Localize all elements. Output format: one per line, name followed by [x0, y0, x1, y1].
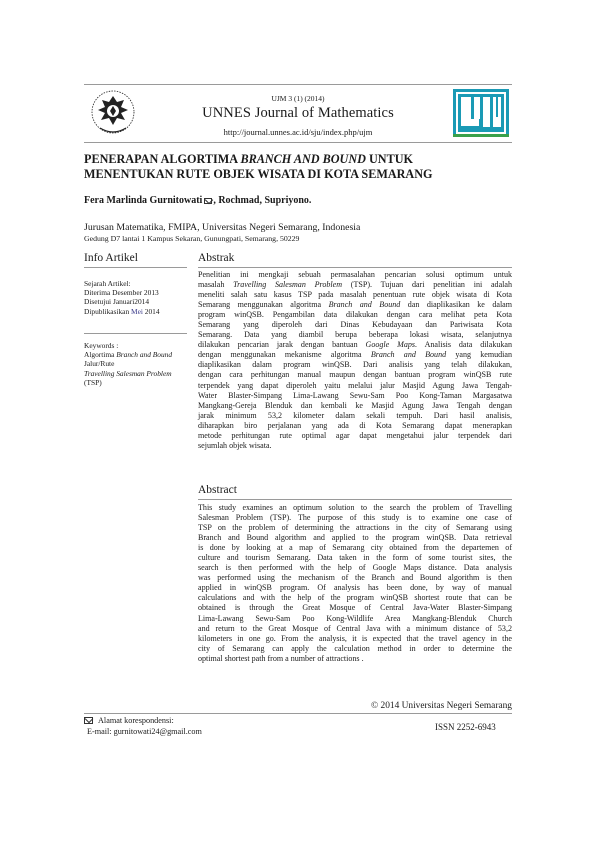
info-rule-2: [84, 333, 187, 334]
abstract-line: TSP on the problem of determining the attractions in the city of Semarang using: [198, 523, 512, 533]
received-date: Diterima Desember 2013: [84, 288, 159, 298]
copyright-rule: [84, 713, 512, 714]
title-italic: BRANCH AND BOUND: [240, 152, 366, 166]
keyword-1: [84, 350, 189, 359]
correspondence-label: Alamat korespondensi:: [98, 716, 174, 725]
article-history: [84, 279, 189, 316]
history-label: Sejarah Artikel:: [84, 279, 131, 288]
abstract-line: Salesman Problem (TSP). The purpose of this study is to examine one case of: [198, 513, 512, 523]
published-year: 2014: [142, 306, 160, 316]
affiliation: Jurusan Matematika, FMIPA, Universitas Negeri Semarang, Indonesia: [84, 222, 361, 233]
correspondence-label-row: [84, 716, 344, 727]
kw3-italic: Travelling Salesman Problem: [84, 368, 172, 378]
abstrak-line: diharapkan biro perjalanan yang ada di Kota Semarang dapat menerapkan: [198, 420, 512, 430]
abstrak-line: Semarang yang diperoleh dari Dinas Kebudayaan dan Pariwisata Kota: [198, 320, 512, 330]
abstrak-italic: Branch and Bound: [370, 350, 447, 360]
abstract-line: kilometers in one go. From the analysis, it is expected that the travel agency in the: [198, 633, 512, 643]
info-heading: Info Artikel: [84, 252, 138, 264]
correspondence-email[interactable]: E-mail: gurnitowati24@gmail.com: [87, 726, 202, 736]
abstract-line: and return to the Great Mosque of Central Java with a minimum distance of 53,2: [198, 623, 512, 633]
abstract-line: is done by looking at a map of Semarang city obtained from the departemen of: [198, 543, 512, 553]
journal-url[interactable]: http://journal.unnes.ac.id/sju/index.php/ujm: [223, 127, 373, 137]
abstrak-line: dengan cara perhitungan manual maupun dengan bantuan program winQSB rute: [198, 370, 512, 380]
abstrak-line: Water Blaster-Simpang Lima-Lawang Sewu-Sam Poo Kong-Taman Margasatwa: [198, 390, 512, 400]
abstrak-heading: Abstrak: [198, 252, 235, 264]
abstrak-line: jarak minimum 53,2 kilometer dalam sekali tempuh. Dari hasil analisis,: [198, 410, 512, 420]
abstrak-line: [198, 280, 512, 290]
abstrak-text: dengan menggunakan mekanisme algoritma: [198, 350, 371, 360]
abstract-heading: Abstract: [198, 484, 237, 496]
abstrak-italic: Branch and Bound: [328, 300, 401, 310]
top-rule: [84, 84, 512, 85]
article-title: [84, 152, 524, 181]
abstract-line: was performed using the mechanism of the Branch and Bound algorithm is then: [198, 573, 512, 583]
abstrak-rule: [198, 267, 512, 268]
abstrak-text: masalah: [198, 280, 234, 290]
abstrak-line: terpendek yang dapat diperoleh yaitu melalui jalur Masjid Agung Jawa Tengah-: [198, 380, 512, 390]
abstrak-text: dilakukan pencarian jarak dengan bantuan: [198, 340, 366, 350]
envelope-icon: [84, 717, 93, 724]
kw1-text: Algortima: [84, 350, 117, 360]
abstrak-text: Analisis data dilakukan: [417, 340, 512, 350]
title-line-2: MENENTUKAN RUTE OBJEK WISATA DI KOTA SEMARANG: [84, 166, 433, 181]
issn: ISSN 2252-6943: [435, 722, 496, 732]
first-author: Fera Marlinda Gurnitowati: [84, 195, 203, 206]
abstract-line: applied in winQSB program. Of analysis has been done, by way of manual: [198, 583, 512, 593]
keywords-label: Keywords :: [84, 341, 119, 350]
masthead-rule: [84, 142, 512, 143]
abstrak-line: diaplikasikan dalam program winQSB. Dari analisis yang telah dilakukan,: [198, 360, 512, 370]
keyword-4: (TSP): [84, 377, 102, 387]
copyright: © 2014 Universitas Negeri Semarang: [371, 701, 512, 711]
abstrak-line: Semarang. Data yang diambil berupa beberapa lokasi wisata, selanjutnya: [198, 330, 512, 340]
abstract-line: culture and tourism Semarang. Data taken in the form of some tourist sites, the: [198, 553, 512, 563]
abstrak-line: [198, 350, 512, 360]
approved-date: Disetujui Januari2014: [84, 297, 150, 307]
abstrak-italic: Google Maps.: [365, 340, 418, 350]
abstract-line: optimal shortest path from a number of attractions .: [198, 653, 364, 663]
published-month: Mei: [131, 306, 143, 316]
abstrak-text: Semarang menggunakan algoritma: [198, 300, 329, 310]
journal-volume: UJM 3 (1) (2014): [271, 94, 325, 103]
university-seal-icon: [88, 88, 138, 138]
abstrak-line: meneliti salah satu kasus TSP pada masalah penentuan rute objek wisata di Kota: [198, 290, 512, 300]
authors: [84, 195, 524, 206]
correspondence: [84, 716, 344, 737]
abstract-line: city of Semarang can apply the calculation method in order to determine the: [198, 643, 512, 653]
abstract-line: calculations and with the help of the program winQSB shortest route that can be: [198, 593, 512, 603]
abstract-line: search is then performed with the help of Google Maps distance. Data analysis: [198, 563, 512, 573]
published-date: [84, 307, 189, 316]
abstract-line: This study examines an optimum solution to the search the problem of Travelling: [198, 503, 512, 512]
kw1-italic: Branch and Bound: [116, 350, 173, 360]
abstrak-line: metode perhitungan rute optimal agar dapat mengetahui jalur terpendek dari: [198, 430, 512, 440]
keyword-3: [84, 369, 189, 378]
abstrak-body: [198, 270, 512, 451]
abstrak-text: (TSP). Tujuan dari penelitian ini adalah: [342, 280, 512, 290]
abstrak-line: Mangkang-Gereja Blenduk dan kembali ke Masjid Agung Jawa Tengah dengan: [198, 400, 512, 410]
address: Gedung D7 lantai 1 Kampus Sekaran, Gunungpati, Semarang, 50229: [84, 234, 300, 243]
abstract-line: Branch and Bound algorithm and applied to the program winQSB. Data retrieval: [198, 533, 512, 543]
abstrak-text: yang kemudian: [446, 350, 512, 360]
info-rule: [84, 267, 187, 268]
abstrak-text: dan diaplikasikan ke dalam: [400, 300, 513, 310]
abstract-line: Lima-Lawang Sewu-Sam Poo Kong-Wildlife Area Mangkang-Blenduk Church: [198, 613, 512, 623]
abstrak-line: Penelitian ini mengkaji sebuah permasalahan pencarian solusi optimum untuk: [198, 270, 512, 279]
abstrak-italic: Travelling Salesman Problem: [233, 280, 343, 290]
abstrak-line: program winQSB. Pengambilan data dilakukan dengan cara melihat peta Kota: [198, 310, 512, 320]
other-authors: , Rochmad, Supriyono.: [213, 195, 312, 206]
abstract-rule: [198, 499, 512, 500]
abstrak-line: [198, 300, 512, 310]
masthead: [150, 94, 446, 137]
abstract-body: [198, 503, 512, 664]
abstrak-line: sejumlah objek wisata.: [198, 440, 272, 450]
journal-name: UNNES Journal of Mathematics: [202, 105, 394, 121]
keyword-2: Jalur/Rute: [84, 359, 115, 369]
envelope-icon: [204, 198, 212, 204]
ujm-logo-icon: [452, 88, 510, 138]
title-part: PENERAPAN ALGORTIMA: [84, 152, 241, 166]
abstrak-line: [198, 340, 512, 350]
keywords: [84, 341, 189, 387]
published-text: Dipublikasikan: [84, 306, 132, 316]
title-part: UNTUK: [365, 152, 414, 166]
abstract-line: obtained is through the Great Mosque of Central Java-Water Blaster-Simpang: [198, 603, 512, 613]
